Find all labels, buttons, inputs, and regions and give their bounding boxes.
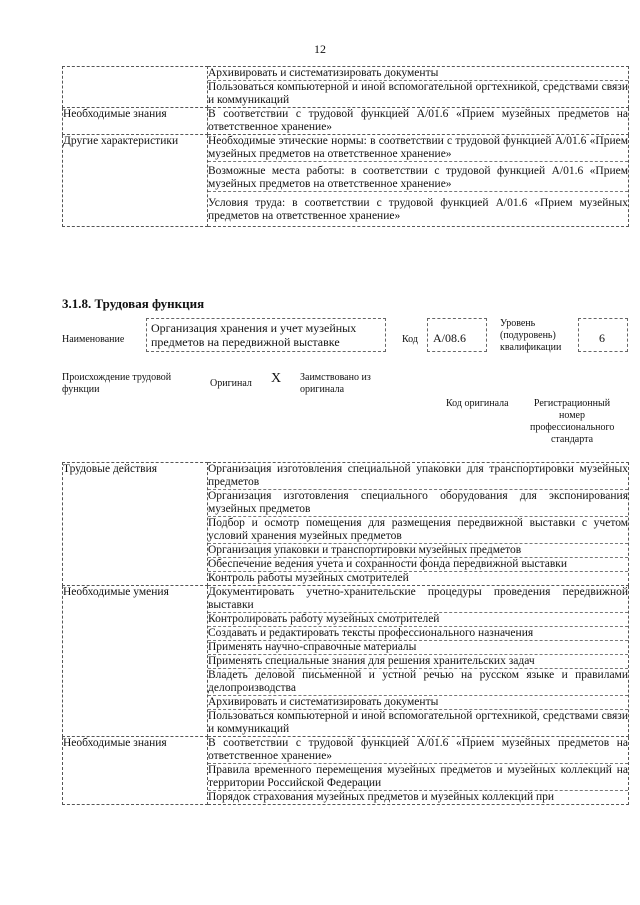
list-item: Обеспечение ведения учета и сохранности фонда передвижной выставки bbox=[208, 558, 628, 572]
name-label: Наименование bbox=[62, 334, 125, 345]
table-row bbox=[63, 737, 629, 805]
origin-label: Происхождение трудовой функции bbox=[62, 372, 172, 395]
list-item: В соответствии с трудовой функцией А/01.6 «Прием музейных предметов на ответственное хранение» bbox=[208, 108, 628, 133]
code-value: А/08.6 bbox=[427, 318, 487, 352]
original-code-label: Код оригинала bbox=[446, 398, 509, 409]
list-item: Документировать учетно-хранительские процедуры проведения передвижной выставки bbox=[208, 586, 628, 611]
list-item: Контроль работы музейных смотрителей bbox=[208, 572, 409, 584]
table-row bbox=[63, 135, 629, 227]
original-mark: X bbox=[271, 371, 282, 386]
list-item: Пользоваться компьютерной и иной вспомогательной оргтехникой, средствами связи и коммуникаций bbox=[208, 710, 628, 735]
row-content bbox=[208, 135, 629, 227]
row-label: Другие характеристики bbox=[63, 135, 208, 227]
list-item: Применять научно-справочные материалы bbox=[208, 641, 628, 655]
list-item: Необходимые этические нормы: в соответствии с трудовой функцией А/01.6 «Прием музейных предметов на ответственное хранение» bbox=[208, 135, 628, 160]
level-label: Уровень (подуровень) квалификации bbox=[500, 318, 562, 353]
row-content bbox=[208, 463, 629, 586]
list-item: Организация упаковки и транспортировки музейных предметов bbox=[208, 544, 628, 558]
level-value: 6 bbox=[578, 318, 628, 352]
registration-number-label: Регистрационный номер профессионального стандарта bbox=[530, 398, 615, 445]
list-item: Организация изготовления специальной упаковки для транспортировки музейных предметов bbox=[208, 463, 628, 488]
page-number: 12 bbox=[314, 42, 326, 56]
row-content bbox=[208, 67, 629, 108]
list-item: Создавать и редактировать тексты профессионального назначения bbox=[208, 627, 628, 641]
row-content bbox=[208, 586, 629, 737]
table-row bbox=[63, 586, 629, 737]
top-requirements-table bbox=[62, 66, 629, 227]
list-item: Архивировать и систематизировать документы bbox=[208, 696, 628, 710]
code-label: Код bbox=[402, 334, 418, 345]
list-item: Правила временного перемещения музейных предметов и музейных коллекций на территории Российской Федерации bbox=[208, 764, 628, 789]
labor-function-table bbox=[62, 462, 629, 805]
row-label bbox=[63, 67, 208, 108]
table-row bbox=[63, 463, 629, 586]
list-item: Порядок страхования музейных предметов и музейных коллекций при bbox=[208, 791, 555, 803]
original-label: Оригинал bbox=[210, 378, 252, 389]
list-item: Пользоваться компьютерной и иной вспомогательной оргтехникой, средствами связи и коммуникаций bbox=[208, 81, 628, 106]
table-row bbox=[63, 108, 629, 135]
list-item: Условия труда: в соответствии с трудовой функцией А/01.6 «Прием музейных предметов на ответственное хранение» bbox=[208, 197, 628, 222]
list-item: Подбор и осмотр помещения для размещения передвижной выставки с учетом условий хранения музейных предметов bbox=[208, 517, 628, 542]
row-content bbox=[208, 108, 629, 135]
list-item: Возможные места работы: в соответствии с трудовой функцией А/01.6 «Прием музейных предметов на ответственное хранение» bbox=[208, 162, 628, 192]
borrowed-label: Заимствовано из оригинала bbox=[300, 372, 371, 395]
row-label: Трудовые действия bbox=[63, 463, 208, 586]
row-content bbox=[208, 737, 629, 805]
row-label: Необходимые знания bbox=[63, 108, 208, 135]
list-item: В соответствии с трудовой функцией А/01.6 «Прием музейных предметов на ответственное хранение» bbox=[208, 737, 628, 762]
list-item: Применять специальные знания для решения хранительских задач bbox=[208, 655, 628, 669]
list-item: Владеть деловой письменной и устной речью на русском языке и правилами делопроизводства bbox=[208, 669, 628, 694]
section-title: 3.1.8. Трудовая функция bbox=[62, 296, 205, 311]
list-item: Организация изготовления специального оборудования для экспонирования музейных предметов bbox=[208, 490, 628, 515]
row-label: Необходимые знания bbox=[63, 737, 208, 805]
list-item: Контролировать работу музейных смотрителей bbox=[208, 613, 628, 627]
list-item: Архивировать и систематизировать документы bbox=[208, 67, 628, 81]
row-label: Необходимые умения bbox=[63, 586, 208, 737]
table-row bbox=[63, 67, 629, 108]
function-name-value: Организация хранения и учет музейных предметов на передвижной выставке bbox=[146, 318, 386, 352]
